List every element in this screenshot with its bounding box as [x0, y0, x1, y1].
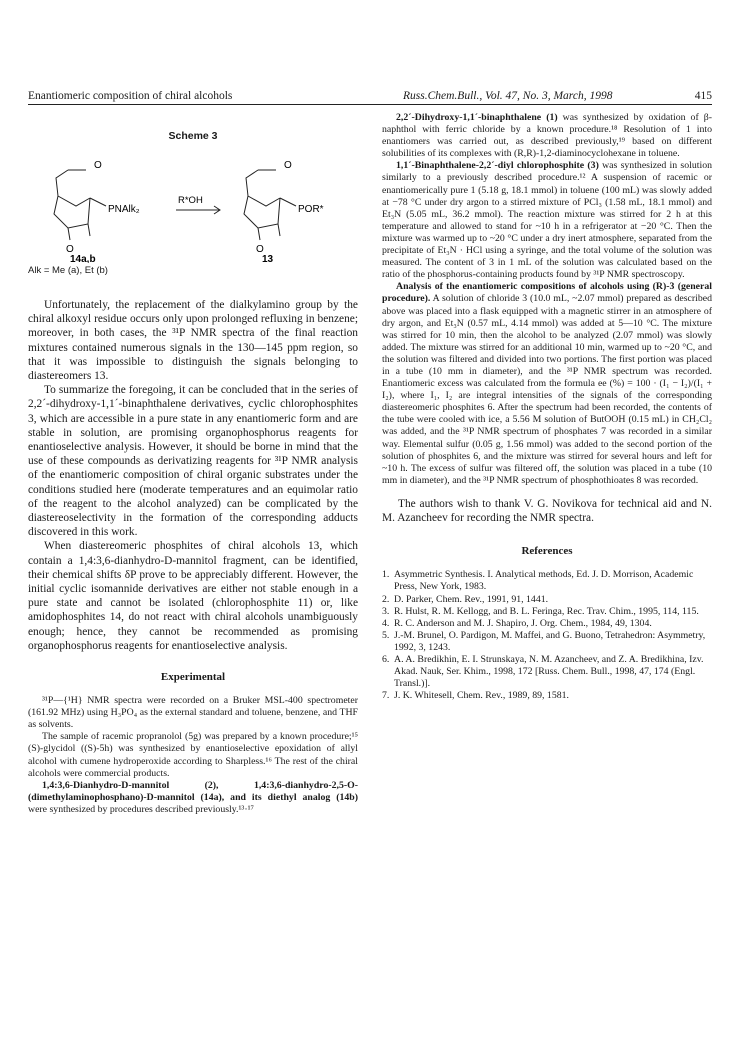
binaphthol-text: was synthesized by oxidation of β-naphthol with ferric chloride by a known procedure.¹⁸ Resolution of 1 into enantiomers was carried out, as described previously,¹⁹ based on different solubilities of its complexes with (R,R)-1,2-diaminocyclohexane in toluene. [382, 112, 712, 160]
reference-item [382, 594, 712, 606]
reference-text: J.-M. Brunel, O. Pardigon, M. Maffei, and G. Buono, Tetrahedron: Asymmetry, 1992, 3, 1243. [394, 629, 706, 653]
right-o-top: O [284, 160, 292, 171]
right-substituent: POR* [298, 204, 324, 215]
reference-text: Asymmetric Synthesis. I. Analytical methods, Ed. J. D. Morrison, Academic Press, New York, 1983. [394, 569, 694, 593]
synthesis-binaphthol [382, 112, 712, 160]
general-procedure-title: Analysis of the enantiomeric compositions of alcohols using (R)-3 (general procedure). [382, 281, 712, 305]
scheme-drawing [28, 148, 358, 263]
reaction-scheme [28, 148, 358, 263]
paragraph-1: Unfortunately, the replacement of the dialkylamino group by the chiral alkoxyl residue occurs only upon prolonged refluxing in benzene; moreover, in both cases, the ³¹P NMR spectra of the final reaction mixtures contained numerous signals in the 130—145 ppm region, so that it was impossible to distinguish the signals belonging to diastereomers 13. [28, 299, 358, 383]
reference-text: A. A. Bredikhin, E. I. Strunskaya, N. M. Azancheev, and Z. A. Bredikhina, Izv. Akad. Nauk, Ser. Khim., 1998, 172 [Russ. Chem. Bull., 1998, 47, 174 (Engl. Transl.)]. [394, 653, 704, 690]
reference-item [382, 618, 712, 630]
running-title: Enantiomeric composition of chiral alcohols [28, 90, 233, 102]
experimental-p3 [28, 780, 358, 816]
reference-item [382, 606, 712, 618]
reference-text: J. K. Whitesell, Chem. Rev., 1989, 89, 1581. [394, 690, 569, 702]
chlorophosphite-text: was synthesized in solution similarly to a previously described procedure.¹² A suspension of racemic or enantiomerically pure 1 (5.18 g, 18.1 mmol) in toluene (100 mL) was slowly added at −78 °C under dry argon to a stirred mixture of PCl₃ (1.58 mL, 18.1 mmol) and Et₃N (5.05 mL, 36.2 mmol). The reaction mixture was stirred for 2 h at this temperature and allowed to stand for ~10 h in a refrigerator at −20 °C. Then the mixture was warmed up to ~20 °C under a dry inert atmosphere, separated from the precipitate of Et₃N · HCl using a syringe, and the total volume of the solution was measured. The content of 3 in 1 mL of the solution was calculated based on the ratio of the phosphorus-containing products found by ³¹P NMR spectroscopy. [382, 160, 713, 281]
right-ring-upper [246, 170, 280, 206]
experimental-p2: The sample of racemic propranolol (5g) was prepared by a known procedure;¹⁵ (S)-glycidol ((S)-5h) was synthesized by enantioselective epoxidation of allyl alcohol with cumene hydroperoxide according to Sharpless.¹⁶ The rest of the chiral alcohols were commercial products. [28, 731, 358, 779]
right-o-bottom: O [256, 244, 264, 255]
left-ring-upper [56, 170, 90, 206]
right-column [382, 112, 712, 702]
experimental-heading: Experimental [160, 671, 226, 684]
experimental-p1: ³¹P—{¹H} NMR spectra were recorded on a Bruker MSL-400 spectrometer (161.92 MHz) using H₃PO₄ as the external standard and toluene, benzene, and THF as solvents. [28, 695, 358, 731]
reference-number: 3. [382, 605, 390, 617]
experimental-p3-compounds: 1,4:3,6-Dianhydro-D-mannitol (2), 1,4:3,6-dianhydro-2,5-O-(dimethylaminophosphano)-D-mannitol (14a), and its diethyl analog (14b) [28, 779, 358, 803]
left-o-bottom: O [66, 244, 74, 255]
acknowledgement: The authors wish to thank V. G. Novikova for technical aid and N. M. Azancheev for recording the NMR spectra. [382, 497, 712, 525]
reference-number: 2. [382, 593, 390, 605]
references-list [382, 569, 712, 702]
reference-item [382, 630, 712, 654]
reference-number: 5. [382, 629, 390, 641]
reference-number: 6. [382, 653, 390, 665]
binaphthol-name: 2,2´-Dihydroxy-1,1´-binaphthalene (1) [396, 112, 558, 123]
reference-number: 1. [382, 569, 390, 581]
paragraph-2: To summarize the foregoing, it can be concluded that in the series of 2,2´-dihydroxy-1,1´-binaphthalene derivatives, cyclic chlorophosphites 3, which are accessible in a pure state in any enantiomeric form and are stable in solution, are promising organophosphorus reagents for enantioselective analysis. However, it should be borne in mind that the use of these compounds as derivatizing reagents for ³¹P NMR analysis of the enantiomeric composition of chiral organic substrates under the conditions studied here (moderate temperatures and an equimolar ratio of the reagent to the alcohol analyzed) can be complicated by the diastereoselectivity in the formation of the corresponding adducts discovered in this work. [28, 384, 358, 539]
reference-text: R. C. Anderson and M. J. Shapiro, J. Org. Chem., 1984, 49, 1304. [394, 617, 652, 629]
paragraph-3: When diastereomeric phosphites of chiral alcohols 13, which contain a 1,4:3,6-dianhydro-D-mannitol fragment, can be identified, their chemical shifts δP prove to be appreciably different. However, the initial cyclic isomannide derivatives are either not stable enough in a pure state and cannot be isolated (chlorophosphite 11) or, like amidophosphites 14, do not react with chiral alcohols unambiguously enough; hence, they cannot be recommended as promising organophosphorus reagents for enantioselective analysis. [28, 540, 358, 652]
reference-item [382, 690, 712, 702]
references-heading: References [521, 545, 573, 558]
journal-citation: Russ.Chem.Bull., Vol. 47, No. 3, March, 1998 [403, 90, 613, 102]
page-number: 415 [694, 90, 712, 102]
left-column [28, 112, 358, 816]
general-procedure [382, 281, 712, 487]
compound-14ab-label: 14a,b [70, 254, 96, 263]
reference-number: 4. [382, 617, 390, 629]
compound-13-label: 13 [262, 254, 274, 263]
chlorophosphite-name: 1,1´-Binaphthalene-2,2´-diyl chlorophosphite (3) [396, 160, 599, 172]
reference-number: 7. [382, 690, 390, 702]
scheme-title: Scheme 3 [168, 130, 218, 142]
running-header [28, 88, 712, 105]
reference-text: R. Hulst, R. M. Kellogg, and B. L. Feringa, Rec. Trav. Chim., 1995, 114, 115. [394, 605, 699, 617]
experimental-p3-rest: were synthesized by procedures described previously.¹³·¹⁷ [28, 803, 254, 815]
reagent-label: R*OH [178, 195, 203, 206]
reference-item [382, 569, 712, 593]
alk-note: Alk = Me (a), Et (b) [28, 265, 108, 276]
left-substituent: PNAlk₂ [108, 204, 140, 215]
reference-text: D. Parker, Chem. Rev., 1991, 91, 1441. [394, 593, 549, 605]
reference-item [382, 654, 712, 690]
synthesis-chlorophosphite [382, 160, 712, 281]
left-o-top: O [94, 160, 102, 171]
general-procedure-text: A solution of chloride 3 (10.0 mL, ~2.07 mmol) prepared as described above was placed into a flask equipped with a magnetic stirrer in an atmosphere of dry argon, and Et₃N (0.57 mL, 4.14 mmol) was added at 5—10 °C. The mixture was stirred for 10 min, then the alcohol to be analyzed (2.07 mmol) was slowly added. The mixture was stirred for an additional 10 min, warmed up to ~20 °C, and the solution was filtered and divided into two portions. The first portion was placed in a tube (10 mm in diameter), and the ³¹P NMR spectrum was recorded. Enantiomeric excess was calculated from the formula ee (%) = 100 · (I₁ − I₂)/(I₁ + I₂), where I₁, I₂ are integral intensities of the signals of the corresponding diastereomeric phosphites 6. After the spectrum had been recorded, the contents of the tube were cooled with ice, a 5.56 M solution of ButOOH (0.15 mL) in CH₂Cl₂ was added, and the ³¹P NMR spectrum of phosphates 7 was recorded in a similar way. Elemental sulfur (0.05 g, 1.56 mmol) was added to the second portion of the solution of phosphites 6, and the mixture was stirred for several hours and left for ~10 h. The excess of sulfur was filtered off, the solution was placed in a tube (10 mm in diameter), and the ³¹P NMR spectrum of phosphothioates 8 was recorded. [382, 293, 712, 486]
